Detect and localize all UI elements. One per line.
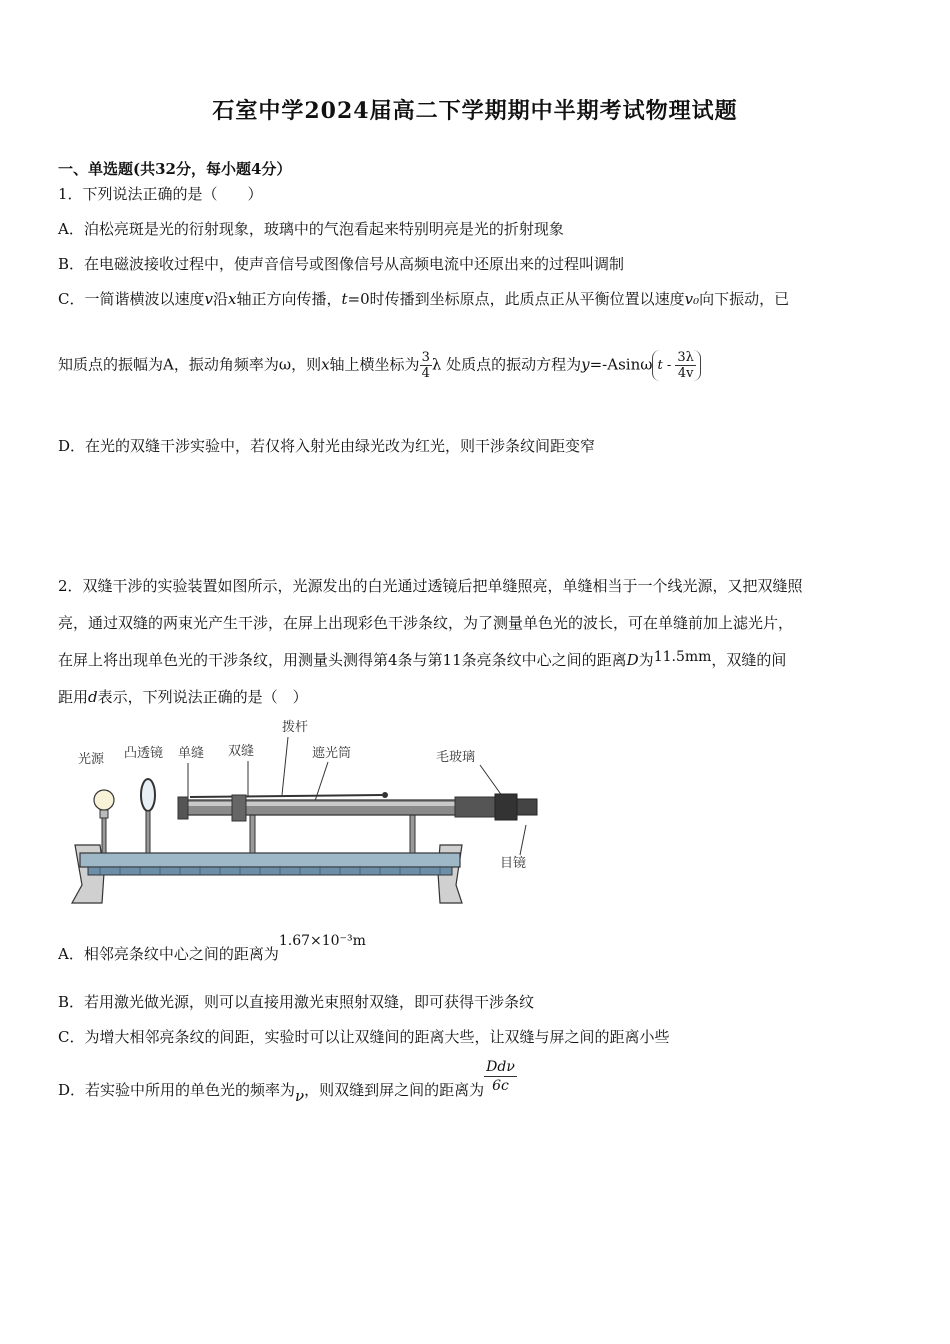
label-tube: 遮光筒 (312, 746, 352, 761)
q1-option-d: D．在光的双缝干涉实验中，若仅将入射光由绿光改为红光，则干涉条纹间距变窄 (58, 437, 596, 455)
q1-option-c-line2: 知质点的振幅为A，振动角频率为ω，则x轴上横坐标为 $\frac{3}{4}$ λ 处质点的振动方程为y=-Asinω t - $\frac{3\lambda}{4v}$ (58, 350, 701, 381)
q2-option-c: C．为增大相邻亮条纹的间距，实验时可以让双缝间的距离大些，让双缝与屏之间的距离小些 (58, 1028, 670, 1046)
label-ground-glass: 毛玻璃 (436, 750, 476, 765)
page-title: 石室中学2024届高二下学期期中半期考试物理试题 (212, 98, 738, 124)
label-eyepiece: 目镜 (500, 856, 527, 871)
q2-option-b: B．若用激光做光源，则可以直接用激光束照射双缝，即可获得干涉条纹 (58, 993, 535, 1011)
double-slit-apparatus-figure (60, 715, 560, 910)
tube-icon (178, 794, 537, 821)
label-lever: 拨杆 (282, 720, 309, 735)
bulb-icon (94, 790, 114, 853)
lens-icon (141, 779, 155, 853)
fraction-distance: $\frac{\text{Ddν}}{6c}$ (486, 1059, 515, 1094)
q1-option-a: A．泊松亮斑是光的衍射现象，玻璃中的气泡看起来特别明亮是光的折射现象 (58, 220, 564, 238)
q2-option-a: A．相邻亮条纹中心之间的距离为1.67×10⁻³m (58, 933, 366, 963)
paren-expression: t - $\frac{3\lambda}{4v}$ (652, 350, 700, 381)
section-heading: 一、单选题(共32分，每小题4分） (58, 160, 292, 178)
q2-stem-line3: 在屏上将出现单色光的干涉条纹，用测量头测得第4条与第11条亮条纹中心之间的距离D为11.5mm，双缝的间 (58, 649, 787, 669)
q2-stem-line4: 距用d表示，下列说法正确的是（ ） (58, 688, 308, 706)
q1-stem: 1．下列说法正确的是（ ） (58, 185, 263, 203)
fraction-three-quarters: $\frac{3}{4}$ (421, 350, 430, 381)
label-lens: 凸透镜 (124, 746, 164, 761)
q2-stem-line1: 2．双缝干涉的实验装置如图所示，光源发出的白光通过透镜后把单缝照亮，单缝相当于一个线光源，又把双缝照 (58, 577, 803, 595)
label-double-slit: 双缝 (228, 744, 255, 759)
q1-option-b: B．在电磁波接收过程中，使声音信号或图像信号从高频电流中还原出来的过程叫调制 (58, 255, 625, 273)
label-light-source: 光源 (78, 752, 105, 767)
q1-option-c-line1: C．一简谐横波以速度v沿x轴正方向传播，t=0时传播到坐标原点，此质点正从平衡位置以速度v₀向下振动，已 (58, 290, 790, 308)
label-single-slit: 单缝 (178, 746, 205, 761)
q2-stem-line2: 亮，通过双缝的两束光产生干涉，在屏上出现彩色干涉条纹，为了测量单色光的波长，可在单缝前加上滤光片， (58, 614, 794, 632)
q2-option-d: D．若实验中所用的单色光的频率为ν，则双缝到屏之间的距离为 $\frac{\text{Ddν}}{6c}$ (58, 1059, 515, 1105)
